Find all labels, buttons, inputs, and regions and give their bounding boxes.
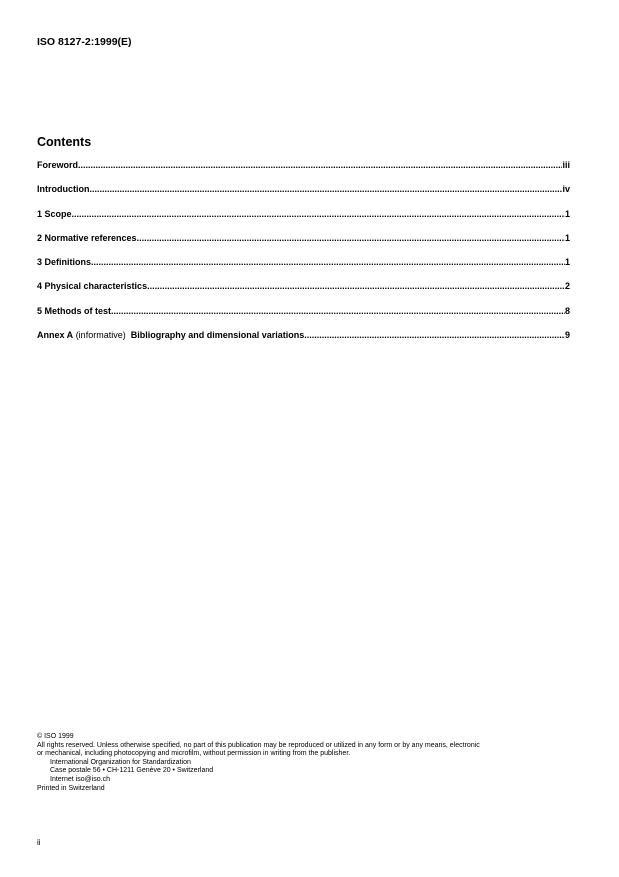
contents-title: Contents bbox=[37, 135, 92, 149]
toc-page-number: 1 bbox=[564, 257, 570, 268]
toc-label: 4 Physical characteristics bbox=[37, 281, 148, 292]
table-of-contents bbox=[37, 160, 570, 354]
annex-type: (informative) bbox=[75, 330, 126, 341]
toc-leader-dots bbox=[90, 184, 563, 195]
toc-leader-dots bbox=[78, 160, 562, 171]
toc-entry-normative-references[interactable] bbox=[37, 233, 570, 257]
toc-leader-dots bbox=[91, 257, 565, 268]
toc-label: 3 Definitions bbox=[37, 257, 92, 268]
organization-address: Case postale 56 • CH-1211 Genève 20 • Switzerland bbox=[50, 767, 214, 775]
toc-leader-dots bbox=[111, 306, 565, 317]
toc-entry-introduction[interactable] bbox=[37, 184, 570, 208]
printed-in: Printed in Switzerland bbox=[37, 784, 105, 792]
toc-entry-definitions[interactable] bbox=[37, 257, 570, 281]
toc-label: 2 Normative references bbox=[37, 232, 137, 243]
toc-page-number: 1 bbox=[564, 232, 570, 243]
toc-leader-dots bbox=[147, 281, 565, 292]
toc-entry-scope[interactable] bbox=[37, 209, 570, 233]
toc-page-number: 2 bbox=[564, 281, 570, 292]
annex-label: Annex A bbox=[37, 330, 74, 341]
toc-page-number: 8 bbox=[564, 305, 570, 316]
toc-label: 5 Methods of test bbox=[37, 305, 112, 316]
toc-leader-dots bbox=[304, 330, 565, 341]
toc-entry-physical-characteristics[interactable] bbox=[37, 281, 570, 305]
toc-leader-dots bbox=[72, 209, 565, 220]
toc-label: Introduction bbox=[37, 184, 90, 195]
annex-title: Bibliography and dimensional variations bbox=[130, 330, 305, 341]
toc-entry-foreword[interactable] bbox=[37, 160, 570, 184]
toc-page-number: 9 bbox=[564, 330, 570, 341]
toc-label: Foreword bbox=[37, 160, 79, 170]
toc-entry-methods-of-test[interactable] bbox=[37, 306, 570, 330]
toc-label bbox=[37, 330, 304, 341]
toc-page-number: 1 bbox=[564, 208, 570, 219]
organization-internet: Internet iso@iso.ch bbox=[50, 775, 111, 783]
copyright-line: © ISO 1999 bbox=[37, 733, 74, 740]
rights-statement: All rights reserved. Unless otherwise specified, no part of this publication may be reproduced or utilized in any form or by any means, electronic bbox=[37, 741, 480, 749]
document-id: ISO 8127-2:1999(E) bbox=[37, 36, 132, 48]
organization-name: International Organization for Standardization bbox=[50, 758, 191, 766]
rights-statement-cont: or mechanical, including photocopying and microfilm, without permission in writing from the publisher. bbox=[37, 750, 351, 758]
toc-entry-annex-a[interactable] bbox=[37, 330, 570, 354]
toc-label: 1 Scope bbox=[37, 208, 72, 219]
toc-page-number: iv bbox=[562, 184, 570, 195]
toc-page-number: iii bbox=[562, 160, 570, 170]
toc-leader-dots bbox=[137, 233, 565, 244]
page-number: ii bbox=[37, 838, 41, 847]
copyright-notice bbox=[37, 733, 577, 793]
